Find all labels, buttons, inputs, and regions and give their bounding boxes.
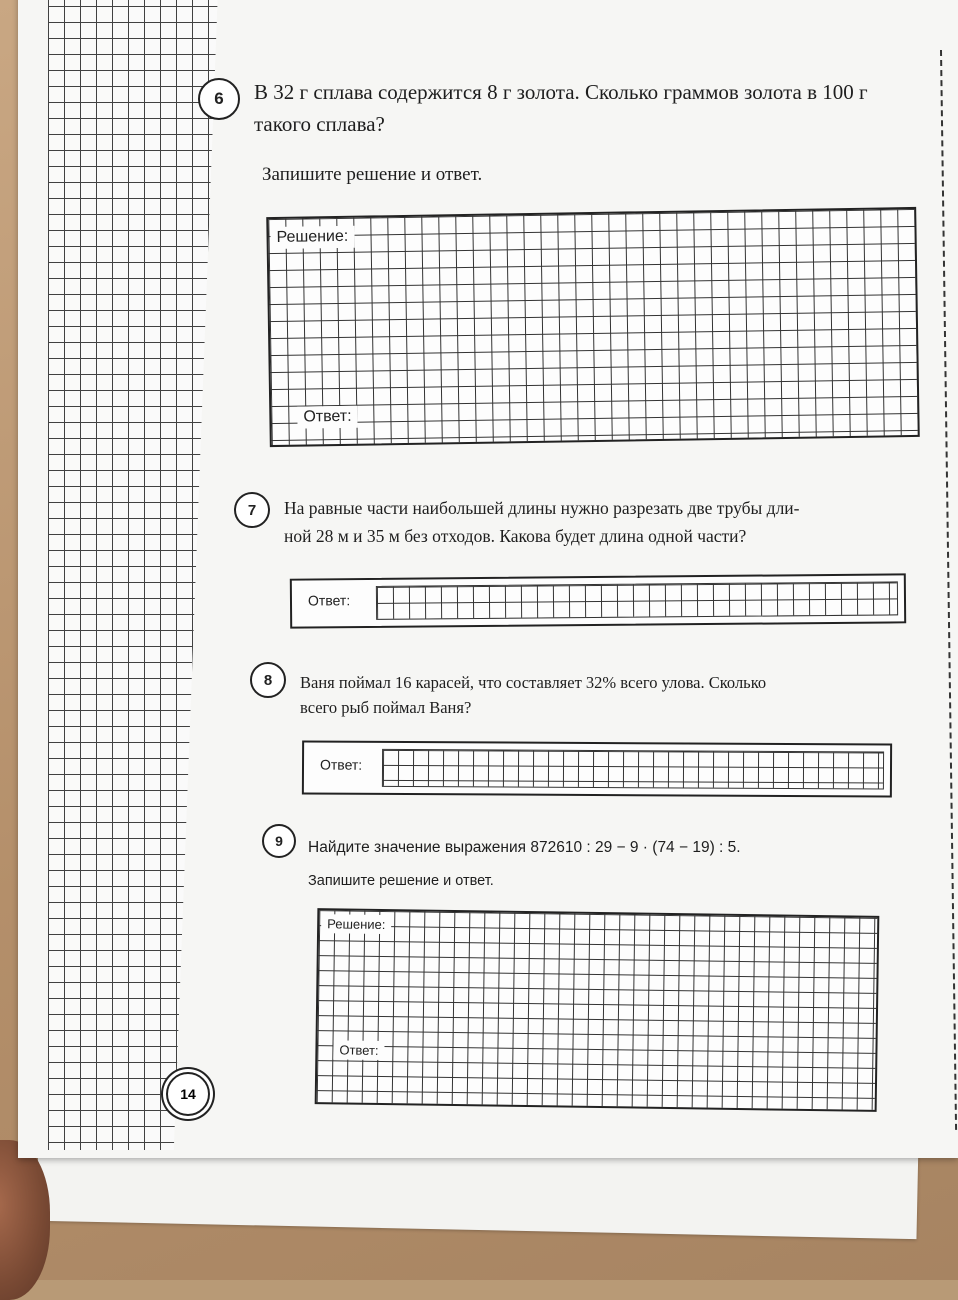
page-number-badge: 14 [166, 1072, 210, 1116]
worksheet-page [18, 0, 958, 1158]
question-7-answer-box[interactable] [290, 573, 906, 628]
dashed-cut-line [940, 50, 957, 1130]
question-8-number: 8 [250, 662, 286, 698]
question-6-answer-label: Ответ: [297, 406, 358, 429]
question-6-line1: В 32 г сплава содержится 8 г золота. Сколько граммов золота в 100 г [254, 80, 868, 104]
margin-grid [48, 0, 218, 1150]
question-9-number: 9 [262, 824, 296, 858]
question-9-solution-box[interactable] [315, 908, 880, 1112]
question-8-answer-cells[interactable] [382, 749, 884, 790]
question-8-line2: всего рыб поймал Ваня? [300, 698, 472, 717]
question-9-line1: Найдите значение выражения 872610 : 29 − 9 · (74 − 19) : 5. [308, 839, 741, 856]
question-7-line1: На равные части наибольшей длины нужно разрезать две трубы дли- [284, 498, 800, 518]
question-6-solution-box[interactable] [266, 207, 920, 447]
question-7-answer-cells[interactable] [376, 581, 898, 620]
question-7-number: 7 [234, 492, 270, 528]
question-7-answer-label: Ответ: [302, 590, 356, 610]
question-7-line2: ной 28 м и 35 м без отходов. Какова будет длина одной части? [284, 526, 747, 546]
question-6-line2: такого сплава? [254, 112, 385, 136]
question-6-solution-label: Решение: [270, 226, 354, 249]
question-9-solution-label: Решение: [321, 914, 392, 934]
question-8-answer-box[interactable] [302, 740, 892, 797]
question-9-instruction: Запишите решение и ответ. [308, 873, 494, 889]
question-8-answer-label: Ответ: [314, 755, 368, 775]
question-6-instruction: Запишите решение и ответ. [262, 164, 483, 185]
question-6-number: 6 [198, 78, 240, 120]
question-9-answer-label: Ответ: [333, 1040, 384, 1060]
question-8-line1: Ваня поймал 16 карасей, что составляет 32% всего улова. Сколько [300, 673, 767, 692]
